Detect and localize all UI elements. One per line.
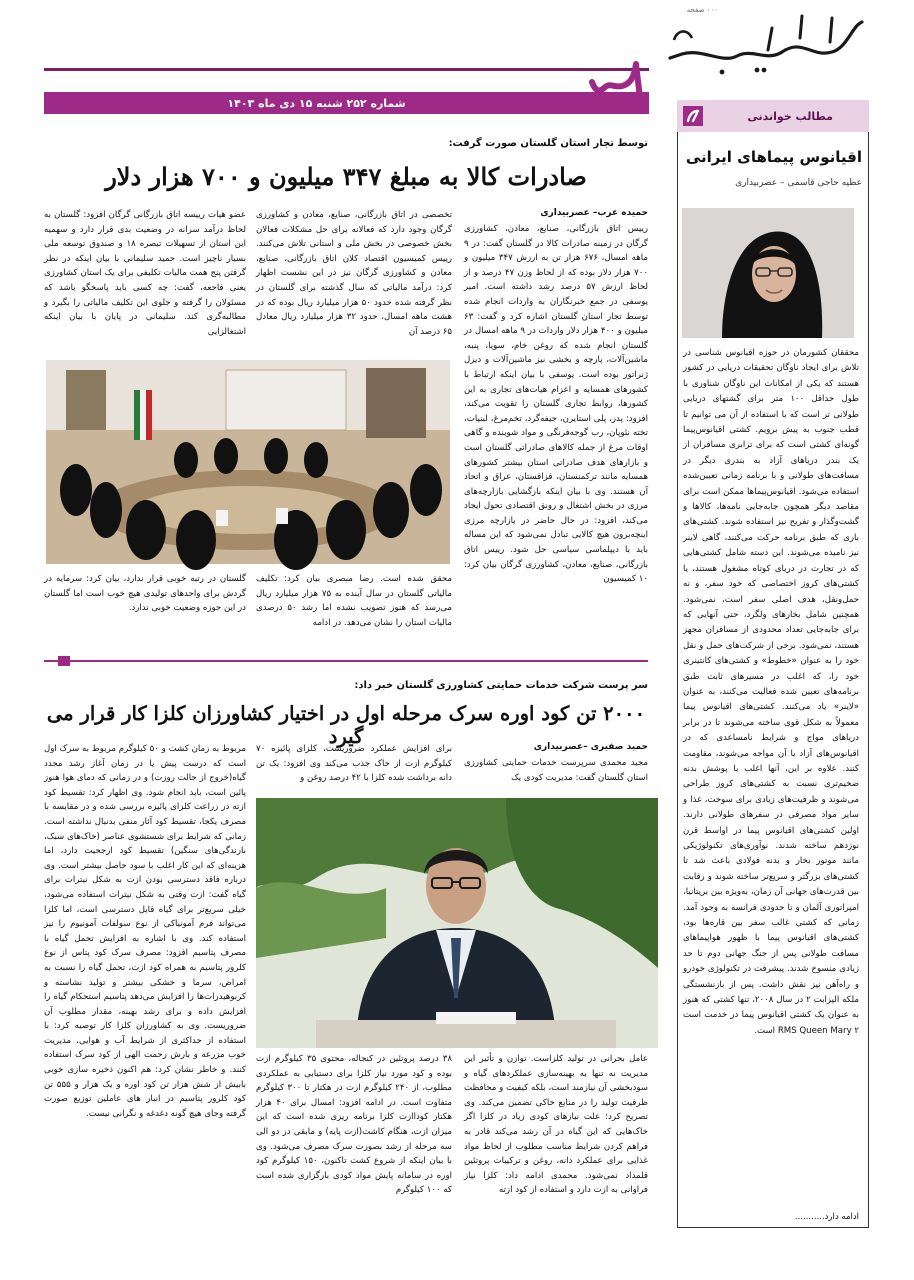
sidebar-title: اقیانوس پیماهای ایرانی [685,148,862,166]
article2-byline: حمید صفیری –عصربیداری [533,742,648,752]
sidebar-byline: عطیه حاجی قاسمی – عصربیداری [735,178,862,188]
article1-kicker: توسط تجار استان گلستان صورت گرفت: [448,138,648,149]
article1-column-3-continued: گلستان در رتبه خوبی قرار ندارد، بیان کرد: سرمایه در گردش برای واحدهای تولیدی هیچ خوب است اما گلستان در این حوزه وضعیت خوبی ندارد. [44,574,246,614]
section-divider-marker [58,656,70,666]
article1-column-2: تخصصی در اتاق بازرگانی، صنایع، معادن و کشاورزی گرگان وجود دارد که فعالانه برای حل مشکلات فعالان بخش خصوصی در بخش ملی و استانی تلاش می‌کنند. رییس کمیسیون اقتصاد کلان اتاق بازرگانی، صنایع، معادن و کشاورزی گرگان نیز در این نشست اظهار کرد: درآمد مالیاتی که سال گذشته برای گلستان در نظر گرفته شده حدود ۵۰ هزار میلیارد ریال بوده که در هشت ماهه امسال، حدود ۳۲ هزار میلیارد ریال معادل ۶۵ درصد آن [256,210,453,337]
masthead-small-text: ۰۰۰ صفحه [686,6,718,14]
article1-column-3: عضو هیات رییسه اتاق بازرگانی گرگان افزود: گلستان به لحاظ درآمد سرانه در وضعیت بدی قرار دارد و سهمیه این استان از تسهیلات تبصره ۱۸ و صندوق توسعه ملی بسیار ناچیز است. حمید سلیمانی با بیان اینکه در نظر گرفتن پنج همت مالیات تکلیفی برای یک استان کشاورزی یعنی فاجعه، گفت: چه کسی باید پاسخگو باشد که مسئولان را گرفته و جلوی این تکلیف مالیاتی را بگیرد و مطالبه‌گری کند. سلیمانی در پایان با بیان اینکه اشتغالزایی [44,210,246,337]
article2-kicker: سر پرست شرکت خدمات حمایتی کشاورزی گلستان خبر داد: [354,680,648,691]
page-number: ۳ [585,58,586,59]
article2-column-1-continued: عامل بحرانی در تولید کلزاست. توازن و تأثیر این مدیریت نه تنها به بهینه‌سازی عملکردهای گیاه و سودبخشی آن نیازمند است، بلکه کیفیت و محافظت ظرفیت تولید را در منابع خاکی تضمین می‌کند. وی تصریح کرد: علت نیازهای کودی زیاد در کلزا اگر خاک‌هایی که این گیاه در آن رشد می‌کند قادر به فراهم کردن شرایط مناسب مطلوب از لحاظ مواد غذایی برای عملکرد دانه، روغن و ترکیبات پروتئین قلمداد نمی‌شود. محمدی ادامه داد: کلزا نیاز فراوانی به ازت دارد و استفاده از کود ازته [464,1054,648,1196]
article2-headline: ۲۰۰۰ تن کود اوره سرک مرحله اول در اختیار کشاورزان کلزا کار قرار می گیرد [46,702,646,748]
official-portrait-photo [256,798,658,1048]
article1-column-2-continued: محقق شده است. رضا مبصری بیان کرد: تکلیف مالیاتی گلستان در سال آینده به ۷۵ هزار میلیارد ریال می‌رسد که هنوز تصویب نشده اما رشد ۵۰ درصدی مالیات استان را نشان می‌دهد. در ادامه [256,574,452,628]
article1-column-1: رییس اتاق بازرگانی، صنایع، معادن، کشاورزی گرگان در زمینه صادرات کالا در گلستان گفت: در ۹ ماهه امسال، ۶۷۶ هزار تن به ارزش ۳۴۷ میلیون و ۷۰۰ هزار دلار بوده که از لحاظ وزن ۴۷ درصد و از لحاظ ارزش ۵۷ درصد رشد داشته است. امیر یوسفی در جمع خبرنگاران به واردات انجام شده توسط تجار استان گلستان اشاره کرد و گفت: ۶۳ میلیون و ۴۰۰ هزار دلار واردات در ۹ ماهه امسال در گلستان انجام شده که روغن خام، سویا، پنبه، ماشین‌آلات، پارچه و بخشی نیز ماشین‌آلات و دیزل ژنراتور بوده است. یوسفی با بیان اینکه ارتباط با کشورهای همسایه و اعزام هیات‌های تجاری به این کشورها، روابط تجاری گلستان را تقویت می‌کند، افزود: پدر، پلی استایرن، جیفه‌گرد، تخم‌مرغ، لبنیات، تخته نئوپان، رب گوجه‌فرنگی و مواد شوینده و گاهی اوقات مرغ از جمله کالاهای صادراتی گلستان است و بازارهای هدف صادراتی استان بیشتر کشورهای همسایه مانند ترکمنستان، قزاقستان، عراق و اتحاد آن هستند. وی با بیان اینکه بازگشایی بازارچه‌های مرزی در بخش اشتغال و رونق اقتصادی تحول ایجاد می‌کند، افزود: در حال حاضر در بازارچه مرزی اینچه‌برون هیچ کالایی تبادل نمی‌شود که این مساله باید با دیپلماسی سیاسی حل شود. رییس اتاق بازرگانی، صنایع، معادن، کشاورزی گرگان بیان کرد: ۱۰ کمیسیون [464,224,648,585]
top-rule [44,68,649,71]
article1-byline: حمیده عرب– عصربیداری [540,208,648,218]
issue-bar: شماره ۲۵۲ شنبه ۱۵ دی ماه ۱۴۰۳ [44,92,649,114]
sidebar-body: محققان کشورمان در حوزه اقیانوس شناسی در تلاش برای ایجاد ناوگان تحقیقات دریایی در کشور هستند که یکی از امکانات این ناوگان شناوری با طول حداقل ۱۰۰ متر برای گشتهای دریایی طولانی تر است که با استفاده از آن می توانیم تا قطب جنوب به پیش برویم. کشتی اقیانوس‌پیما گونه‌ای کشتی است که برای ترابری مسافران از یک بندر دریاهای آزاد به بندری دیگر در مسافت‌های طولانی و با برنامه زمانی تعیین‌شده استفاده می‌شود. اقیانوس‌پیماها ممکن است برای مقاصد دیگر همچون جابه‌جایی نامه‌ها، کالاها و گشت‌وگذار و تفریح نیز استفاده شوند. کشتی‌های باری که طبق برنامه حرکت می‌کنند، گاهی لاینر نیز نامیده می‌شوند. این دسته شامل کشتی‌هایی که در تجارت در دریای کوتاه مشغول هستند، یا کشتی‌های کروز اختصاصی که خود سفر، و نه حمل‌ونقل، هدف اصلی سفر است، نمی‌شود. همچنین شامل بخارهای ولگرد، حتی آنهایی که برای جابه‌جایی تعداد محدودی از مسافران مجهز هستند، نمی‌شود. برخی از شرکت‌های حمل و نقل خود را به عنوان «خطوط» و کشتی‌های کانتینری خود را، که اغلب در مسیرهای ثابت طبق برنامه‌های تعیین شده فعالیت می‌کنند، به عنوان «لاینر» یاد می‌کنند. کشتی‌های اقیانوس پیما معمولاً به شکل قوی ساخته می‌شوند تا در برابر دریاهای مواج و شرایط نامساعدی که در اقیانوس‌های آزاد با آن مواجه می‌شوند، مقاومت کنند. علاوه بر این، آنها اغلب با پوشش بدنه ضخیم‌تری نسبت به کشتی‌های کروز طراحی می‌شوند و ظرفیت‌های زیادی برای سوخت، غذا و سایر مواد مصرفی در سفرهای طولانی دارند. اولین کشتی‌های اقیانوس پیما در اواسط قرن نوزدهم ساخته شدند. نوآوری‌های تکنولوژیکی مانند موتور بخار و بدنه فولادی باعث شد تا کشتی‌های بزرگتر و سریع‌تر ساخته شوند و رقابت بین قدرت‌های جهانی آن زمان، به‌ویژه بین بریتانیا، امپراتوری آلمان و تا حدودی فرانسه به وجود آمد. زمانی که کشتی غالب سفر بین قاره‌ها بود، کشتی‌های اقیانوس پیما با ظهور هواپیماهای مسافت طولانی پس از جنگ جهانی دوم تا حد زیادی منسوخ شدند. پیشرفت در تکنولوژی خودرو و راه‌آهن نیز نقش داشت. پس از بازنشستگی ملکه الیزابت ۲ در سال ۲۰۰۸، تنها کشتی که هنوز به عنوان یک کشتی اقیانوس پیما در خدمت است RMS Queen Mary ۲ است. [683,348,859,1036]
article1-headline: صادرات کالا به مبلغ ۳۴۷ میلیون و ۷۰۰ هزار دلار [105,162,587,191]
article2-column-1: مجید محمدی سرپرست خدمات حمایتی کشاورزی استان گلستان گفت: مدیریت کودی یک [464,758,648,783]
sidebar-header: مطالب خواندنی [677,100,869,132]
article2-column-3: مربوط به زمان کشت و ۵۰ کیلوگرم مربوط به سرک اول است که درست پیش یا در زمان آغاز رشد مجدد گیاه(خروج از حالت روزت) و در زمانی که دمای هوا هنوز پائین است، باید انجام شود. وی اظهار کرد: تقسیط کود ازته در زراعت کلزای پائیزه بررسی شده و در مقایسه با مصرف یکجا، تقسیط کود آثار منفی بدنبال نداشته است. زمانی که شرایط برای شستشوی عناصر (خاک‌های سبک، بارندگی‌های سنگین) تقسیط کود ارجحیت دارد، اما هزینه‌ای که این کار اغلب با سود حاصل بیشتر است. وی درباره فاقد دسترسی بودن ازت به شکل نیترات برای گیاه گفت: ازت وقتی به شکل نیترات استفاده می‌شود، خیلی سریع‌تر برای گیاه قابل دسترسی است، اما کلزا می‌تواند فرم آمونیاکی از نوع سولفات آمونیوم را نیز استفاده کند. وی با اشاره به افزایش تحمل گیاه با مصرف پتاسیم افزود: مصرف سرک کود پتاس از نوع کلرور پتاسیم به همراه کود ازت، تحمل گیاه را نسبت به امراض، سرما و خشکی بیشتر و تولید نشاسته و کربوهیدرات‌ها را افزایش می‌دهد پتاسیم استحکام گیاه را افزایش داده و برای رشد بهینه، مقدار مطلوب آن ضروریست. وی به کشاورزان کلزا کار توصیه کرد: با استفاده از حداکثری از شرایط آب و هوایی، مدیریت خوب مزرعه و بارش رحمت الهی از کود سرک استفاده کنند. و خاطر نشان کرد: هم اکنون ذخیره سازی خوبی بابیش از شش هزار تن کود اوره و یک هزار و ۵۵۵ تن کود کلرور پتاسیم در انبار های عاملین توزیع صورت گرفته وجای هیچ گونه دغدغه و نگرانی نیست. [44,744,246,1119]
article2-column-2-continued: ۳۸ درصد پروتئین در کنجاله، محتوی ۳۵ کیلوگرم ازت بوده و کود مورد نیاز کلزا برای دستیابی به عملکردی مطلوب، از ۲۴۰ کیلوگرم ازت در هکتار تا ۳۰۰ کیلوگرم متفاوت است. در ادامه افزود: امسال برای ۴۰ هزار هکتار کوداازت کلزا برنامه ریزی شده است که این میزان ازت، هنگام کاشت(ازت پایه) و مابقی در دو الی سه مرحله از رشد بصورت سرک مصرف می‌شود. وی با بیان اینکه از شروع کشت تاکنون، ۱۵۰ کیلوگرم کود اوره در سامانه پایش مواد کودی بارگزاری شده است که ۱۰۰ کیلوگرم [256,1054,453,1196]
sidebar-badge-icon [680,103,706,129]
section-divider [44,660,648,662]
article2-column-2: برای افزایش عملکرد ضروریست، کلزای پائیزه ۷۰ کیلوگرم ازت از خاک جذب می‌کند وی افزود: یک تن دانه برداشت شده کلزا با ۴۲ درصد روغن و [256,744,452,784]
sidebar-continued: ادامه دارد........... [794,1212,859,1222]
author-portrait [682,208,854,338]
meeting-photo [46,360,450,564]
